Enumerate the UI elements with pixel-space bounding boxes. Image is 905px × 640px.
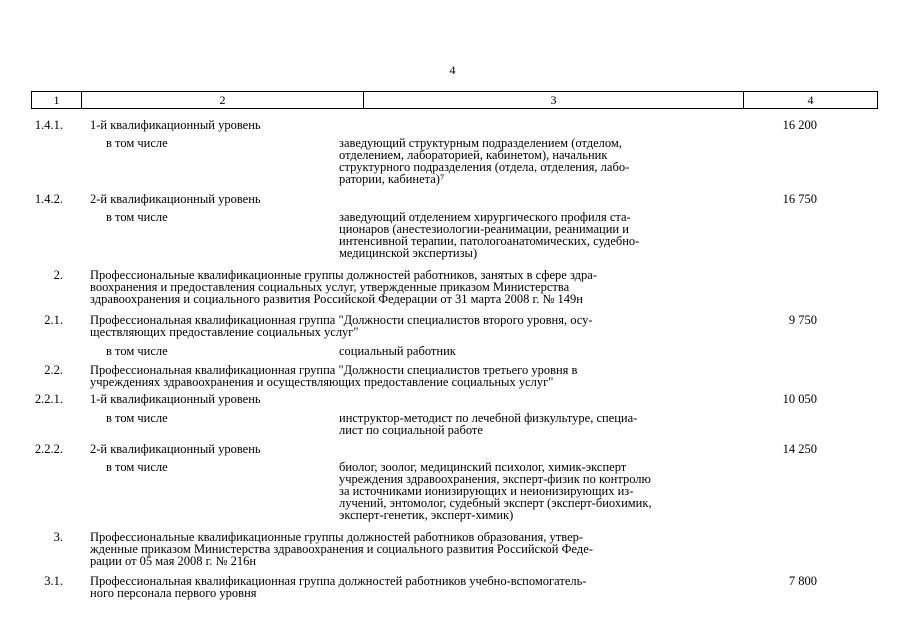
row-detail: заведующий структурным подразделением (отделом, отделением, лабораторией, кабинетом), начальник структурного подразделения (отдела, отделения, лабо- ратории, кабинета)⁷: [339, 136, 630, 186]
header-col-1: 1: [32, 92, 82, 109]
row-amount: 16 750: [782, 192, 817, 206]
row-detail: социальный работник: [339, 344, 456, 358]
row-number: 2.2.2.: [34, 442, 63, 456]
row-number: 1.4.2.: [34, 192, 63, 206]
row-title: 2-й квалификационный уровень: [90, 192, 261, 206]
row-title: Профессиональные квалификационные группы должностей работников образования, утвер- жденные приказом Министерства здравоохранения и социального развития Российской Феде- рации от 05 мая 2008 г. № 216н: [90, 530, 593, 568]
row-title: 1-й квалификационный уровень: [90, 118, 261, 132]
row-title: Профессиональные квалификационные группы должностей работников, занятых в сфере здра- воохранения и предоставления социальных услуг, утвержденные приказом Министерства здравоохранения и социального развития Российской Федерации от 31 марта 2008 г. № 149н: [90, 268, 597, 306]
row-detail: инструктор-методист по лечебной физкультуре, специа- лист по социальной работе: [339, 411, 638, 437]
row-subtitle: в том числе: [106, 136, 168, 150]
page-number: 4: [449, 63, 456, 77]
row-number: 3.1.: [44, 574, 63, 588]
row-number: 2.2.: [44, 363, 63, 377]
row-amount: 10 050: [782, 392, 817, 406]
row-title: 1-й квалификационный уровень: [90, 392, 261, 406]
row-number: 2.: [53, 268, 63, 282]
row-subtitle: в том числе: [106, 344, 168, 358]
row-number: 2.1.: [44, 313, 63, 327]
row-title: 2-й квалификационный уровень: [90, 442, 261, 456]
header-col-3: 3: [364, 92, 744, 109]
row-title: Профессиональная квалификационная группа должностей работников учебно-вспомогатель- ного персонала первого уровня: [90, 574, 587, 600]
row-amount: 14 250: [782, 442, 817, 456]
header-col-2: 2: [82, 92, 364, 109]
row-subtitle: в том числе: [106, 411, 168, 425]
row-detail: биолог, зоолог, медицинский психолог, химик-эксперт учреждения здравоохранения, эксперт-физик по контролю за источниками ионизирующих и неионизирующих из- лучений, энтомолог, судебный эксперт (эксперт-биохимик, эксперт-генетик, эксперт-химик): [339, 460, 652, 522]
row-amount: 16 200: [782, 118, 817, 132]
row-subtitle: в том числе: [106, 210, 168, 224]
row-amount: 7 800: [788, 574, 817, 588]
row-amount: 9 750: [788, 313, 817, 327]
row-title: Профессиональная квалификационная группа "Должности специалистов второго уровня, осу- ществляющих предоставление социальных услуг": [90, 313, 593, 339]
row-detail: заведующий отделением хирургического профиля ста- ционаров (анестезиологии-реанимации, реанимации и интенсивной терапии, патологоанатомических, судебно- медицинской экспертизы): [339, 210, 640, 260]
header-col-4: 4: [744, 92, 878, 109]
row-number: 1.4.1.: [34, 118, 63, 132]
table-header: [31, 91, 878, 109]
row-title: Профессиональная квалификационная группа "Должности специалистов третьего уровня в учреждениях здравоохранения и осуществляющих предоставление социальных услуг": [90, 363, 578, 389]
row-number: 2.2.1.: [34, 392, 63, 406]
row-subtitle: в том числе: [106, 460, 168, 474]
row-number: 3.: [53, 530, 63, 544]
